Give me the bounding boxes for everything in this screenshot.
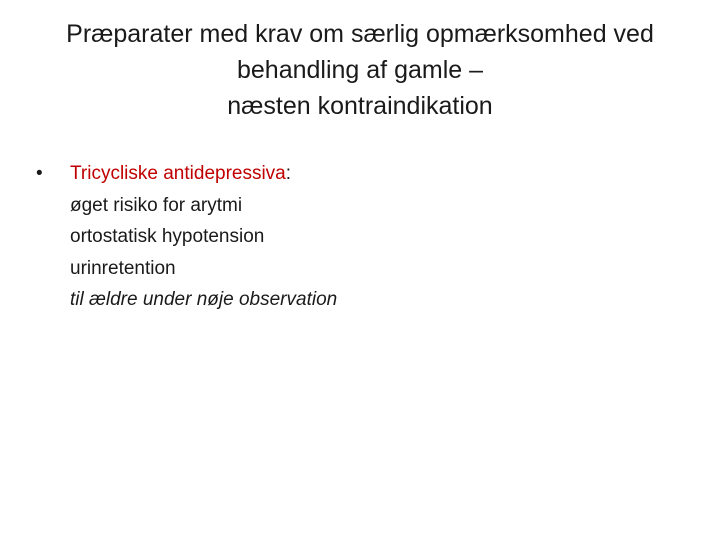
slide-content bbox=[36, 158, 676, 316]
bullet-line-observation: til ældre under nøje observation bbox=[70, 289, 338, 310]
bullet-colon: : bbox=[285, 163, 292, 184]
bullet-item bbox=[36, 158, 676, 190]
bullet-line-urinretention: urinretention bbox=[70, 257, 176, 279]
title-line-3: næsten kontraindikation bbox=[227, 92, 493, 120]
bullet-line-arytmi: øget risiko for arytmi bbox=[70, 194, 243, 216]
slide-title bbox=[36, 16, 684, 124]
title-line-1: Præparater med krav om særlig opmærksomhed ved bbox=[66, 20, 654, 48]
title-line-2: behandling af gamle – bbox=[236, 56, 484, 84]
bullet-marker: • bbox=[36, 163, 43, 184]
bullet-term: Tricycliske antidepressiva bbox=[70, 163, 286, 184]
bullet-line-hypotension: ortostatisk hypotension bbox=[70, 226, 265, 247]
